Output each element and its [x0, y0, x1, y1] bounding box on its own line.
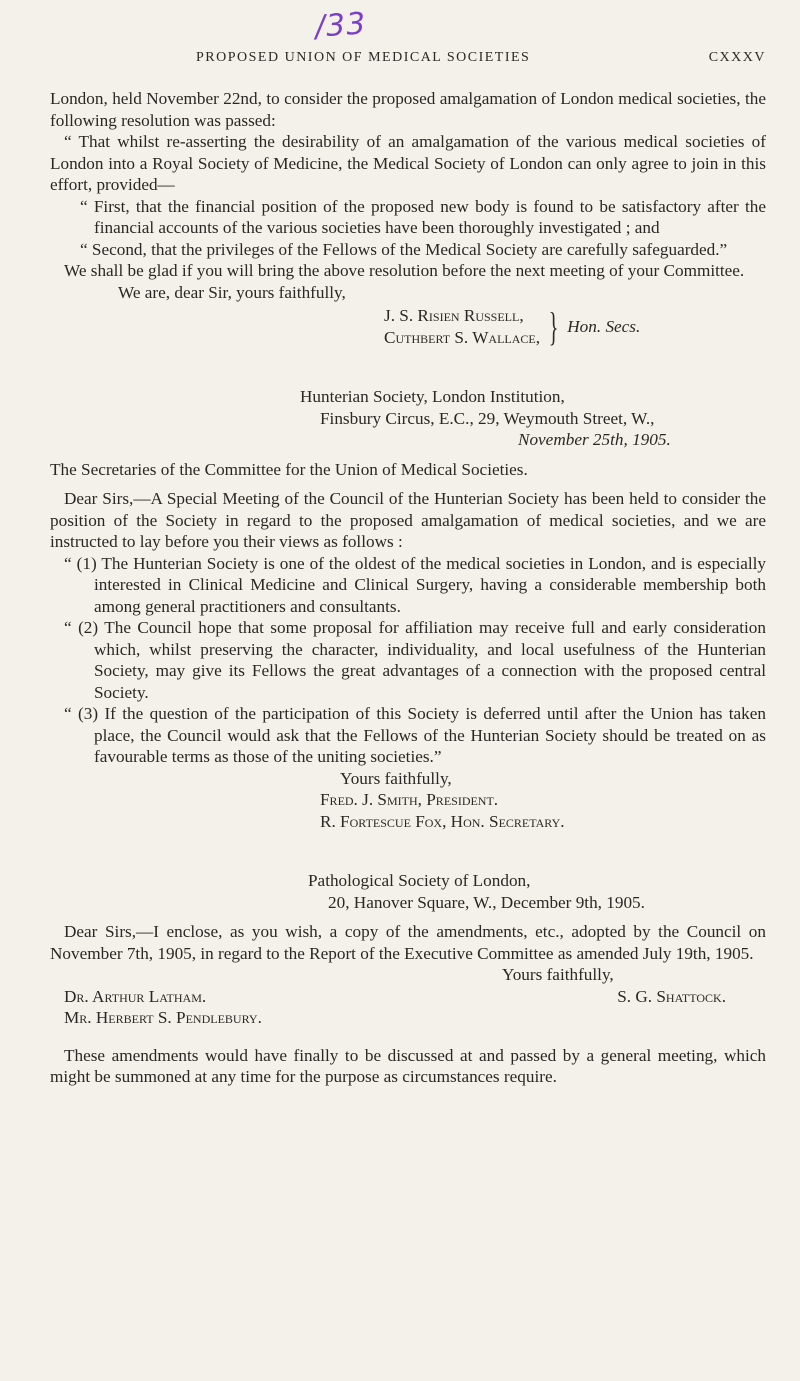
letter2-org: Hunterian Society, London Institution,	[300, 387, 565, 406]
letter3-org: Pathological Society of London,	[308, 871, 531, 890]
letter1-signatory-names	[384, 305, 540, 348]
letter2-point-2: “ (2) The Council hope that some proposal for affiliation may receive full and early consideration which, whilst preserving the character, individuality, and local usefulness of the Hunterian Society, may give its Fellows the great advantages of a connection with the proposed central Society.	[64, 618, 766, 702]
letter3-addressee-1: Dr. Arthur Latham.	[64, 986, 207, 1006]
body-text	[50, 88, 766, 1088]
brace-symbol: }	[548, 303, 559, 349]
letter2-signatory-1: Fred. J. Smith, President.	[320, 790, 499, 809]
letter1-signatory-1: J. S. Risien Russell,	[384, 306, 524, 325]
letter3-address-date: 20, Hanover Square, W., December 9th, 1905.	[328, 892, 645, 912]
letter1-signatory-2: Cuthbert S. Wallace,	[384, 327, 541, 347]
letter3-signatory: S. G. Shattock.	[617, 986, 726, 1006]
page-numeral: CXXXV	[708, 50, 766, 65]
letter3-signature-row	[50, 986, 766, 1008]
letter1-paragraph: London, held November 22nd, to consider the proposed amalgamation of London medical societies, the following resolution was passed:	[50, 89, 766, 130]
handwritten-folio-annotation: /33	[313, 6, 368, 45]
letter1-condition-second: “ Second, that the privileges of the Fellows of the Medical Society are carefully safeguarded.”	[80, 239, 728, 259]
letter2-point-1: “ (1) The Hunterian Society is one of the oldest of the medical societies in London, and is especially interested in Clinical Medicine and Clinical Surgery, having a considerable membership both among general practitioners and consultants.	[64, 553, 766, 616]
letter1-valediction: We are, dear Sir, yours faithfully,	[118, 282, 346, 302]
letter2-signatory-2: R. Fortescue Fox, Hon. Secretary.	[320, 811, 565, 831]
letter1-resolution: “ That whilst re-asserting the desirability of an amalgamation of the various medical societies of London into a Royal Society of Medicine, the Medical Society of London can only agree to join in this effort, provided—	[50, 132, 766, 194]
letter2-date	[518, 429, 766, 451]
closing-note: These amendments would have finally to be discussed at and passed by a general meeting, which might be summoned at any time for the purpose as circumstances require.	[50, 1045, 766, 1086]
letter2-valediction: Yours faithfully,	[340, 768, 452, 788]
letter3-body: Dear Sirs,—I enclose, as you wish, a copy of the amendments, etc., adopted by the Council on November 7th, 1905, in regard to the Report of the Executive Committee as amended July 19th, 1905.	[50, 922, 766, 963]
letter2-addressee: The Secretaries of the Committee for the Union of Medical Societies.	[50, 459, 528, 479]
letter3-valediction: Yours faithfully,	[502, 965, 614, 984]
letter1-signatures	[384, 305, 766, 348]
letter1-closing: We shall be glad if you will bring the above resolution before the next meeting of your Committee.	[64, 261, 745, 280]
letter3-addressee-2: Mr. Herbert S. Pendlebury.	[64, 1008, 262, 1027]
running-title: PROPOSED UNION OF MEDICAL SOCIETIES	[196, 50, 531, 65]
letter1-condition-first: “ First, that the financial position of the proposed new body is found to be satisfactory after the financial accounts of the various societies have been thoroughly investigated ; and	[80, 196, 766, 237]
letter2-point-3: “ (3) If the question of the participation of this Society is deferred until after the Union has taken place, the Council would ask that the Fellows of the Hunterian Society should be treated on as favourable terms as those of the uniting societies.”	[64, 704, 766, 766]
letter1-signatory-title: Hon. Secs.	[567, 316, 641, 336]
letter2-intro: Dear Sirs,—A Special Meeting of the Council of the Hunterian Society has been held to consider the position of the Society in regard to the proposed amalgamation of medical societies, and we are instructed to lay before you their views as follows :	[50, 489, 766, 551]
letter2-date-text: November 25th, 1905.	[518, 430, 671, 449]
letter2-address: Finsbury Circus, E.C., 29, Weymouth Street, W.,	[320, 408, 655, 428]
